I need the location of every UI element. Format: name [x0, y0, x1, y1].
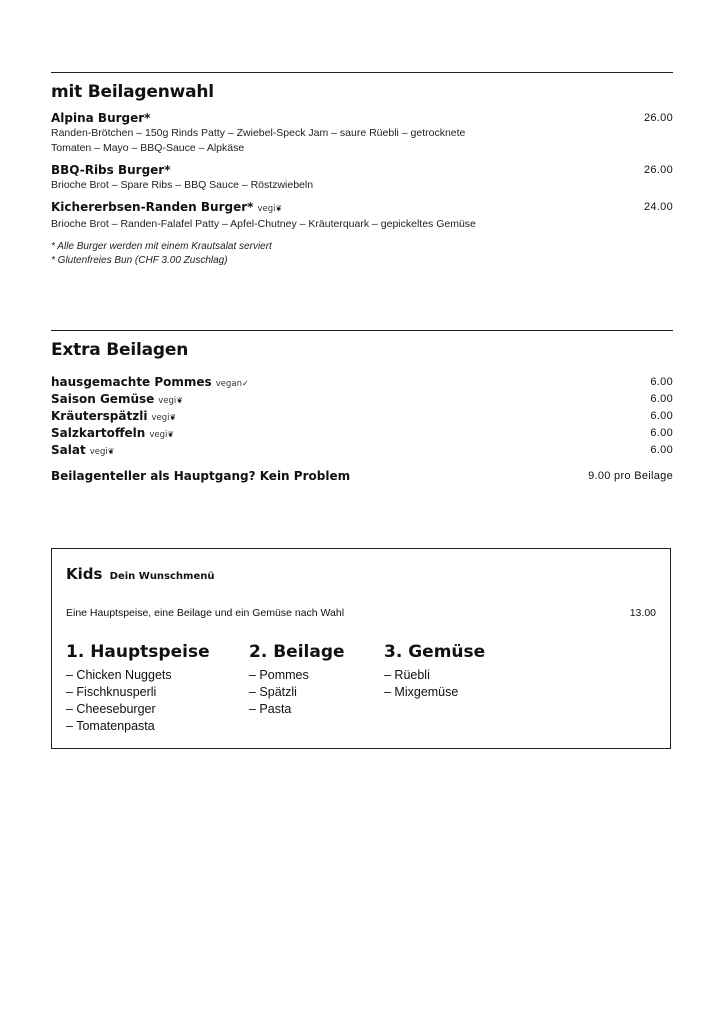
item-description: Brioche Brot – Randen-Falafel Patty – Apfel-Chutney – Kräuterquark – gepickeltes Gemüse [51, 218, 476, 230]
item-name: hausgemachte Pommes [51, 375, 212, 389]
item-description: Brioche Brot – Spare Ribs – BBQ Sauce – Röstzwiebeln [51, 179, 314, 191]
vegi-tag: vegi [151, 413, 170, 423]
kids-menu-box [51, 548, 671, 749]
menu-item [51, 200, 673, 232]
item-price: 6.00 [650, 410, 673, 422]
list-item: – Cheeseburger [66, 702, 156, 716]
list-item: – Pommes [249, 668, 309, 682]
divider [51, 330, 673, 331]
list-item: – Chicken Nuggets [66, 668, 172, 682]
vegi-tag: vegi [158, 396, 177, 406]
vegi-tag: vegi [89, 447, 108, 457]
item-name: Saison Gemüse [51, 392, 155, 406]
extras-section [51, 330, 673, 486]
platter-label: Beilagenteller als Hauptgang? Kein Problem [51, 469, 351, 483]
item-price: 6.00 [650, 393, 673, 405]
leaf-icon: ❦ [169, 413, 177, 422]
list-item: – Rüebli [384, 668, 430, 682]
item-name: BBQ-Ribs Burger* [51, 163, 171, 177]
side-item [51, 375, 673, 392]
item-name: Kräuterspätzli [51, 409, 148, 423]
kids-subtitle: Dein Wunschmenü [109, 571, 215, 582]
side-item [51, 426, 673, 443]
leaf-icon: ❦ [107, 447, 115, 456]
list-item: – Tomatenpasta [66, 719, 155, 733]
vegi-tag: vegi [257, 204, 276, 214]
check-icon: ✓ [241, 379, 249, 388]
divider [51, 72, 673, 73]
leaf-icon: ❦ [167, 430, 175, 439]
footnote: * Alle Burger werden mit einem Krautsalat serviert [51, 241, 272, 252]
item-price: 26.00 [643, 112, 673, 124]
footnotes [51, 240, 673, 267]
item-name: Kichererbsen-Randen Burger* [51, 200, 254, 214]
list-item: – Fischknusperli [66, 685, 157, 699]
leaf-icon: ❦ [275, 204, 283, 213]
column-heading: 1. Hauptspeise [66, 642, 210, 662]
item-name: Salat [51, 443, 86, 457]
side-item [51, 392, 673, 409]
kids-title: Kids [66, 565, 103, 583]
column-heading: 2. Beilage [249, 642, 345, 662]
item-price: 24.00 [643, 201, 673, 213]
menu-item [51, 111, 673, 156]
vegan-tag: vegan [215, 379, 242, 389]
section-title: Extra Beilagen [51, 340, 189, 360]
item-description: Randen-Brötchen – 150g Rinds Patty – Zwiebel-Speck Jam – saure Rüebli – getrocknete Tomaten – Mayo – BBQ-Sauce – Alpkäse [51, 127, 466, 154]
item-name: Salzkartoffeln [51, 426, 146, 440]
side-item [51, 443, 673, 460]
platter-price: 9.00 pro Beilage [588, 470, 673, 482]
kids-heading [66, 565, 215, 583]
item-name: Alpina Burger* [51, 111, 151, 125]
menu-item [51, 163, 673, 193]
burger-section [51, 72, 673, 267]
kids-price: 13.00 [629, 607, 656, 619]
platter-offer [51, 469, 673, 486]
vegi-tag: vegi [149, 430, 168, 440]
list-item: – Mixgemüse [384, 685, 459, 699]
section-title: mit Beilagenwahl [51, 82, 214, 102]
item-price: 6.00 [650, 427, 673, 439]
item-price: 6.00 [650, 444, 673, 456]
list-item: – Spätzli [249, 685, 297, 699]
footnote: * Glutenfreies Bun (CHF 3.00 Zuschlag) [51, 254, 228, 266]
list-item: – Pasta [249, 702, 292, 716]
leaf-icon: ❦ [176, 396, 184, 405]
kids-column-main [66, 641, 210, 735]
kids-column-veg [384, 641, 485, 701]
kids-column-side [249, 641, 345, 718]
item-price: 26.00 [643, 164, 673, 176]
kids-description: Eine Hauptspeise, eine Beilage und ein Gemüse nach Wahl [66, 607, 345, 619]
item-price: 6.00 [650, 376, 673, 388]
column-heading: 3. Gemüse [384, 642, 486, 662]
kids-description-row [66, 607, 656, 619]
side-item [51, 409, 673, 426]
